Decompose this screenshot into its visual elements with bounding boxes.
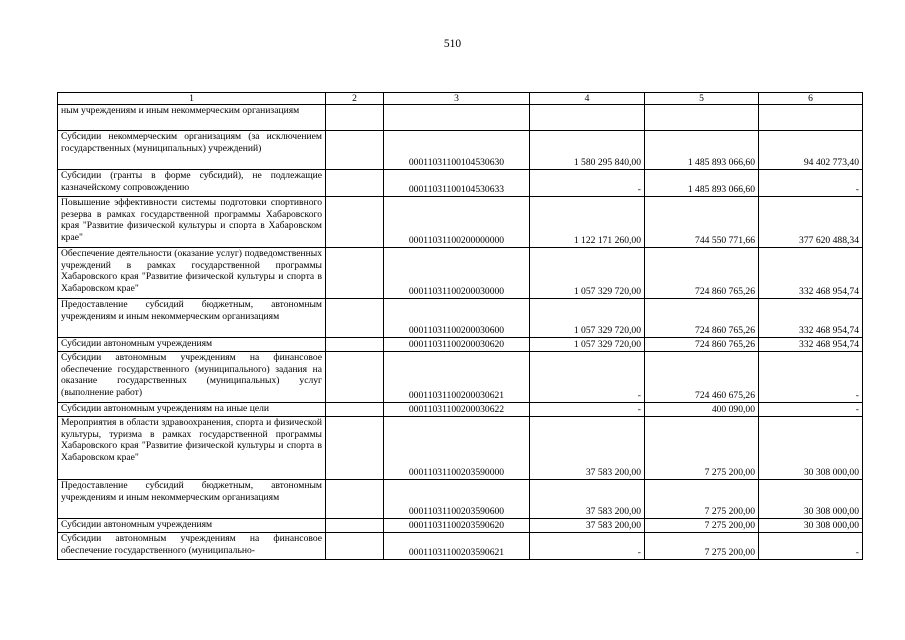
column-header-2: 2: [326, 93, 384, 105]
row-code: 00011031100104530630: [384, 131, 530, 170]
row-col2: [326, 248, 384, 299]
row-value-5: 7 275 200,00: [645, 480, 759, 519]
row-value-5: 7 275 200,00: [645, 417, 759, 480]
row-name: Предоставление субсидий бюджетным, автономным учреждениям и иным некоммерческим организациям: [58, 299, 326, 338]
table-row: [58, 352, 863, 403]
row-code: 00011031100200000000: [384, 197, 530, 248]
row-value-4: -: [530, 170, 645, 197]
table-row: [58, 403, 863, 417]
row-col2: [326, 352, 384, 403]
column-header-1: 1: [58, 93, 326, 105]
table-row: [58, 519, 863, 533]
row-code: 00011031100200030600: [384, 299, 530, 338]
row-value-5: 1 485 893 066,60: [645, 170, 759, 197]
table-body: [58, 105, 863, 560]
row-value-4: 1 057 329 720,00: [530, 248, 645, 299]
row-value-6: 94 402 773,40: [759, 131, 863, 170]
row-col2: [326, 105, 384, 131]
row-value-5: [645, 105, 759, 131]
row-code: 00011031100203590621: [384, 533, 530, 560]
row-value-4: -: [530, 533, 645, 560]
row-value-4: [530, 105, 645, 131]
table-row: [58, 299, 863, 338]
row-name: Субсидии автономным учреждениям на финансовое обеспечение государственного (муниципально-: [58, 533, 326, 560]
row-value-6: -: [759, 533, 863, 560]
row-name: Субсидии некоммерческим организациям (за исключением государственных (муниципальных) учреждений): [58, 131, 326, 170]
row-name: Субсидии автономным учреждениям: [58, 338, 326, 352]
row-name: Обеспечение деятельности (оказание услуг) подведомственных учреждений в рамках государственной программы Хабаровского края "Развитие физической культуры и спорта в Хабаровском крае": [58, 248, 326, 299]
row-value-4: 37 583 200,00: [530, 480, 645, 519]
row-col2: [326, 338, 384, 352]
row-name: Субсидии автономным учреждениям на финансовое обеспечение государственного (муниципального) задания на оказание государственных (муниципальных) услуг (выполнение работ): [58, 352, 326, 403]
table-row: [58, 533, 863, 560]
column-header-6: 6: [759, 93, 863, 105]
table-row: [58, 248, 863, 299]
row-value-4: 1 122 171 260,00: [530, 197, 645, 248]
row-value-5: 7 275 200,00: [645, 533, 759, 560]
row-value-6: 30 308 000,00: [759, 417, 863, 480]
row-col2: [326, 480, 384, 519]
row-value-6: 30 308 000,00: [759, 519, 863, 533]
row-value-6: 377 620 488,34: [759, 197, 863, 248]
row-value-5: 724 460 675,26: [645, 352, 759, 403]
row-col2: [326, 533, 384, 560]
row-value-5: 724 860 765,26: [645, 338, 759, 352]
column-header-5: 5: [645, 93, 759, 105]
table-row: [58, 131, 863, 170]
row-code: 00011031100203590000: [384, 417, 530, 480]
table-row: [58, 197, 863, 248]
row-code: 00011031100104530633: [384, 170, 530, 197]
row-name: Субсидии автономным учреждениям на иные цели: [58, 403, 326, 417]
column-header-4: 4: [530, 93, 645, 105]
row-value-6: 30 308 000,00: [759, 480, 863, 519]
row-col2: [326, 197, 384, 248]
row-col2: [326, 403, 384, 417]
table-row: [58, 338, 863, 352]
row-col2: [326, 417, 384, 480]
table-row: [58, 480, 863, 519]
row-value-5: 1 485 893 066,60: [645, 131, 759, 170]
row-name: Предоставление субсидий бюджетным, автономным учреждениям и иным некоммерческим организациям: [58, 480, 326, 519]
row-value-4: -: [530, 352, 645, 403]
row-code: 00011031100200030000: [384, 248, 530, 299]
row-value-4: 1 580 295 840,00: [530, 131, 645, 170]
row-value-6: 332 468 954,74: [759, 248, 863, 299]
row-code: 00011031100200030622: [384, 403, 530, 417]
row-col2: [326, 131, 384, 170]
row-value-6: -: [759, 352, 863, 403]
row-value-6: -: [759, 170, 863, 197]
row-value-4: 1 057 329 720,00: [530, 338, 645, 352]
column-header-3: 3: [384, 93, 530, 105]
table-header: [58, 93, 863, 105]
row-value-4: 1 057 329 720,00: [530, 299, 645, 338]
row-value-6: 332 468 954,74: [759, 299, 863, 338]
row-value-5: 724 860 765,26: [645, 248, 759, 299]
row-code: 00011031100200030621: [384, 352, 530, 403]
row-value-6: [759, 105, 863, 131]
row-code: 00011031100203590600: [384, 480, 530, 519]
row-name: Субсидии (гранты в форме субсидий), не подлежащие казначейскому сопровождению: [58, 170, 326, 197]
row-code: 00011031100200030620: [384, 338, 530, 352]
table-row: [58, 170, 863, 197]
row-col2: [326, 519, 384, 533]
row-col2: [326, 170, 384, 197]
table-row: [58, 105, 863, 131]
row-col2: [326, 299, 384, 338]
row-name: Мероприятия в области здравоохранения, спорта и физической культуры, туризма в рамках государственной программы Хабаровского края "Развитие физической культуры и спорта в Хабаровском крае": [58, 417, 326, 480]
row-name: Субсидии автономным учреждениям: [58, 519, 326, 533]
row-value-4: 37 583 200,00: [530, 519, 645, 533]
row-value-6: -: [759, 403, 863, 417]
row-value-4: 37 583 200,00: [530, 417, 645, 480]
row-code: 00011031100203590620: [384, 519, 530, 533]
row-code: [384, 105, 530, 131]
row-value-5: 7 275 200,00: [645, 519, 759, 533]
row-name: Повышение эффективности системы подготовки спортивного резерва в рамках государственной программы Хабаровского края "Развитие физической культуры и спорта в Хабаровском крае": [58, 197, 326, 248]
row-value-4: -: [530, 403, 645, 417]
table-row: [58, 417, 863, 480]
row-value-5: 400 090,00: [645, 403, 759, 417]
report-table: [57, 92, 863, 560]
row-value-6: 332 468 954,74: [759, 338, 863, 352]
row-value-5: 744 550 771,66: [645, 197, 759, 248]
row-name: ным учреждениям и иным некоммерческим организациям: [58, 105, 326, 131]
row-value-5: 724 860 765,26: [645, 299, 759, 338]
page-number: 510: [443, 38, 462, 50]
